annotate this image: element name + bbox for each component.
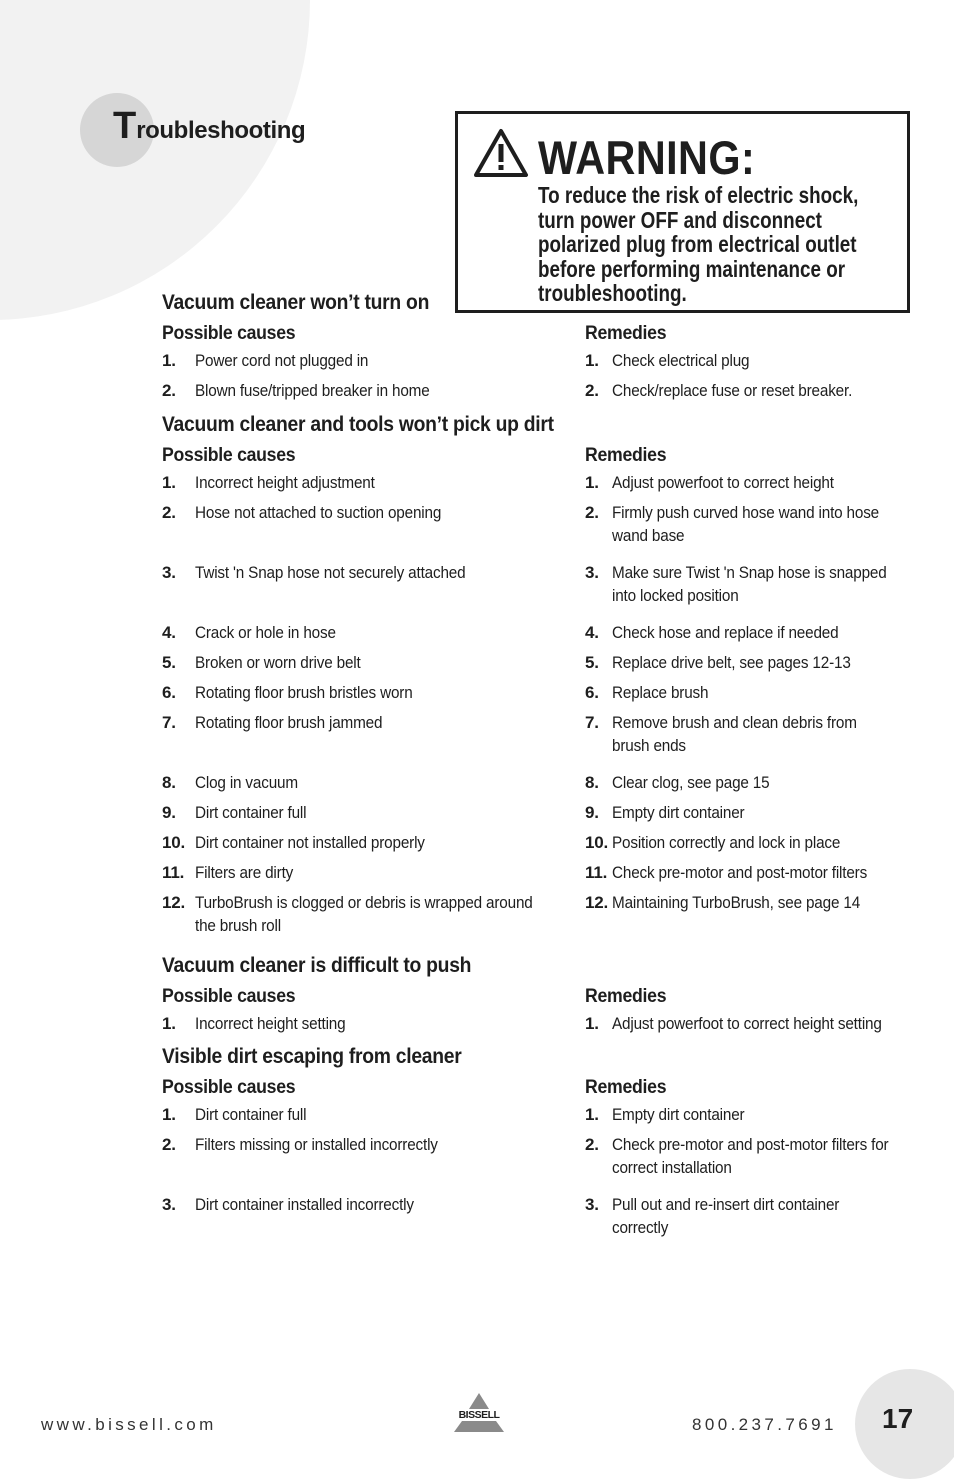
remedy-cell (585, 621, 925, 644)
cause-text: Crack or hole in hose (195, 623, 336, 642)
cause-number: 10. (162, 833, 186, 852)
warning-title: WARNING: (538, 131, 756, 184)
remedy-number: 7. (585, 713, 599, 732)
cause-cell (162, 1133, 585, 1179)
remedy-number: 4. (585, 623, 599, 642)
cause-cell (162, 1103, 585, 1126)
page-title (113, 105, 305, 148)
phone-number: 800.237.7691 (692, 1415, 837, 1434)
cause-cell (162, 711, 585, 757)
remedies-header: Remedies (585, 444, 667, 466)
remedy-cell (585, 831, 925, 854)
table-row (162, 349, 942, 372)
title-initial: T (113, 105, 137, 147)
cause-cell (162, 501, 585, 547)
remedy-text: Position correctly and lock in place (612, 833, 841, 852)
remedy-number: 10. (585, 833, 609, 852)
remedy-text: Firmly push curved hose wand into hose wand base (612, 503, 880, 545)
table-row (162, 801, 942, 824)
remedy-number: 5. (585, 653, 599, 672)
cause-text: Twist 'n Snap hose not securely attached (195, 563, 466, 582)
remedy-cell (585, 379, 925, 402)
remedy-text: Make sure Twist 'n Snap hose is snapped into locked position (612, 563, 887, 605)
table-row (162, 891, 942, 937)
cause-text: Blown fuse/tripped breaker in home (195, 381, 430, 400)
remedy-text: Replace drive belt, see pages 12-13 (612, 653, 851, 672)
cause-text: Dirt container not installed properly (195, 833, 425, 852)
cause-number: 11. (162, 863, 185, 882)
section-title: Vacuum cleaner and tools won’t pick up dirt (162, 413, 554, 436)
cause-number: 12. (162, 893, 186, 912)
remedy-cell (585, 1103, 925, 1126)
cause-text: Filters are dirty (195, 863, 294, 882)
table-row (162, 561, 942, 607)
cause-number: 2. (162, 1135, 176, 1154)
remedy-cell (585, 1193, 925, 1239)
table-row (162, 831, 942, 854)
remedy-number: 1. (585, 1014, 599, 1033)
cause-text: Rotating floor brush jammed (195, 713, 383, 732)
remedies-header: Remedies (585, 1076, 667, 1098)
bissell-logo (448, 1391, 510, 1433)
cause-number: 4. (162, 623, 176, 642)
remedy-cell (585, 1133, 925, 1179)
warning-line: before performing maintenance or (538, 255, 846, 282)
troubleshooting-content (162, 288, 942, 1246)
remedy-number: 2. (585, 1135, 599, 1154)
warning-line: troubleshooting. (538, 280, 687, 306)
cause-number: 2. (162, 381, 176, 400)
remedy-text: Adjust powerfoot to correct height setting (612, 1014, 882, 1033)
cause-text: Dirt container full (195, 803, 307, 822)
remedy-text: Pull out and re-insert dirt container correctly (612, 1195, 840, 1237)
cause-number: 3. (162, 1195, 176, 1214)
remedy-cell (585, 771, 925, 794)
website-url: www.bissell.com (41, 1415, 217, 1434)
cause-text: Dirt container full (195, 1105, 307, 1124)
table-row (162, 771, 942, 794)
cause-number: 5. (162, 653, 176, 672)
cause-cell (162, 349, 585, 372)
column-headers (162, 318, 942, 349)
remedy-text: Maintaining TurboBrush, see page 14 (612, 893, 861, 912)
cause-text: Rotating floor brush bristles worn (195, 683, 413, 702)
troubleshooting-section (162, 951, 942, 1035)
cause-text: Incorrect height setting (195, 1014, 346, 1033)
table-row (162, 711, 942, 757)
cause-number: 1. (162, 351, 176, 370)
cause-cell (162, 1012, 585, 1035)
table-row (162, 651, 942, 674)
svg-text:BISSELL: BISSELL (458, 1409, 500, 1421)
remedy-number: 1. (585, 351, 599, 370)
remedy-text: Check electrical plug (612, 351, 750, 370)
remedy-number: 3. (585, 563, 599, 582)
remedy-cell (585, 861, 925, 884)
causes-header: Possible causes (162, 985, 296, 1007)
cause-number: 8. (162, 773, 176, 792)
column-headers (162, 440, 942, 471)
cause-number: 3. (162, 563, 176, 582)
remedy-text: Check/replace fuse or reset breaker. (612, 381, 853, 400)
cause-number: 6. (162, 683, 176, 702)
cause-text: Filters missing or installed incorrectly (195, 1135, 438, 1154)
cause-number: 2. (162, 503, 176, 522)
remedy-text: Check hose and replace if needed (612, 623, 839, 642)
remedy-cell (585, 349, 925, 372)
remedy-number: 11. (585, 863, 608, 882)
remedy-number: 3. (585, 1195, 599, 1214)
remedy-number: 1. (585, 473, 599, 492)
warning-line: To reduce the risk of electric shock, (538, 182, 859, 208)
troubleshooting-section (162, 288, 942, 402)
background-circle (0, 0, 310, 320)
remedy-number: 2. (585, 381, 599, 400)
remedy-text: Replace brush (612, 683, 709, 702)
cause-cell (162, 1193, 585, 1239)
remedy-cell (585, 501, 925, 547)
remedy-cell (585, 651, 925, 674)
remedy-text: Empty dirt container (612, 1105, 745, 1124)
table-row (162, 1193, 942, 1239)
cause-number: 1. (162, 1014, 176, 1033)
cause-cell (162, 621, 585, 644)
section-title: Vacuum cleaner is difficult to push (162, 954, 472, 977)
table-row (162, 1103, 942, 1126)
warning-box (455, 111, 910, 313)
remedies-header: Remedies (585, 985, 667, 1007)
remedy-number: 1. (585, 1105, 599, 1124)
section-title: Vacuum cleaner won’t turn on (162, 291, 430, 314)
remedy-text: Empty dirt container (612, 803, 745, 822)
cause-text: TurboBrush is clogged or debris is wrapped around the brush roll (195, 893, 533, 935)
causes-header: Possible causes (162, 322, 296, 344)
remedy-cell (585, 1012, 925, 1035)
causes-header: Possible causes (162, 1076, 296, 1098)
table-row (162, 1012, 942, 1035)
remedy-text: Adjust powerfoot to correct height (612, 473, 834, 492)
cause-cell (162, 379, 585, 402)
remedy-text: Check pre-motor and post-motor filters (612, 863, 868, 882)
table-row (162, 621, 942, 644)
remedy-cell (585, 471, 925, 494)
cause-cell (162, 651, 585, 674)
cause-cell (162, 831, 585, 854)
remedy-text: Check pre-motor and post-motor filters for correct installation (612, 1135, 889, 1177)
cause-cell (162, 681, 585, 704)
remedy-cell (585, 801, 925, 824)
title-rest: roubleshooting (136, 117, 306, 144)
remedy-number: 6. (585, 683, 599, 702)
remedy-cell (585, 561, 925, 607)
remedy-number: 8. (585, 773, 599, 792)
table-row (162, 501, 942, 547)
remedy-number: 9. (585, 803, 599, 822)
column-headers (162, 1072, 942, 1103)
cause-number: 1. (162, 473, 176, 492)
warning-line: polarized plug from electrical outlet (538, 231, 857, 257)
cause-text: Hose not attached to suction opening (195, 503, 442, 522)
cause-text: Incorrect height adjustment (195, 473, 375, 492)
cause-cell (162, 801, 585, 824)
table-row (162, 1133, 942, 1179)
remedy-cell (585, 681, 925, 704)
remedies-header: Remedies (585, 322, 667, 344)
page-number: 17 (882, 1403, 914, 1434)
cause-cell (162, 861, 585, 884)
remedy-cell (585, 711, 925, 757)
remedy-text: Remove brush and clean debris from brush ends (612, 713, 857, 755)
cause-cell (162, 891, 585, 937)
cause-text: Broken or worn drive belt (195, 653, 361, 672)
warning-line: turn power OFF and disconnect (538, 206, 822, 233)
section-title: Visible dirt escaping from cleaner (162, 1045, 462, 1068)
cause-text: Dirt container installed incorrectly (195, 1195, 414, 1214)
remedy-number: 12. (585, 893, 609, 912)
cause-cell (162, 771, 585, 794)
table-row (162, 861, 942, 884)
cause-text: Clog in vacuum (195, 773, 298, 792)
troubleshooting-section (162, 1042, 942, 1239)
cause-number: 1. (162, 1105, 176, 1124)
column-headers (162, 981, 942, 1012)
cause-cell (162, 471, 585, 494)
warning-triangle-icon (473, 128, 529, 178)
remedy-number: 2. (585, 503, 599, 522)
table-row (162, 471, 942, 494)
cause-text: Power cord not plugged in (195, 351, 369, 370)
remedy-text: Clear clog, see page 15 (612, 773, 770, 792)
cause-cell (162, 561, 585, 607)
table-row (162, 379, 942, 402)
cause-number: 9. (162, 803, 176, 822)
causes-header: Possible causes (162, 444, 296, 466)
table-row (162, 681, 942, 704)
cause-number: 7. (162, 713, 176, 732)
remedy-cell (585, 891, 925, 937)
troubleshooting-section (162, 410, 942, 937)
